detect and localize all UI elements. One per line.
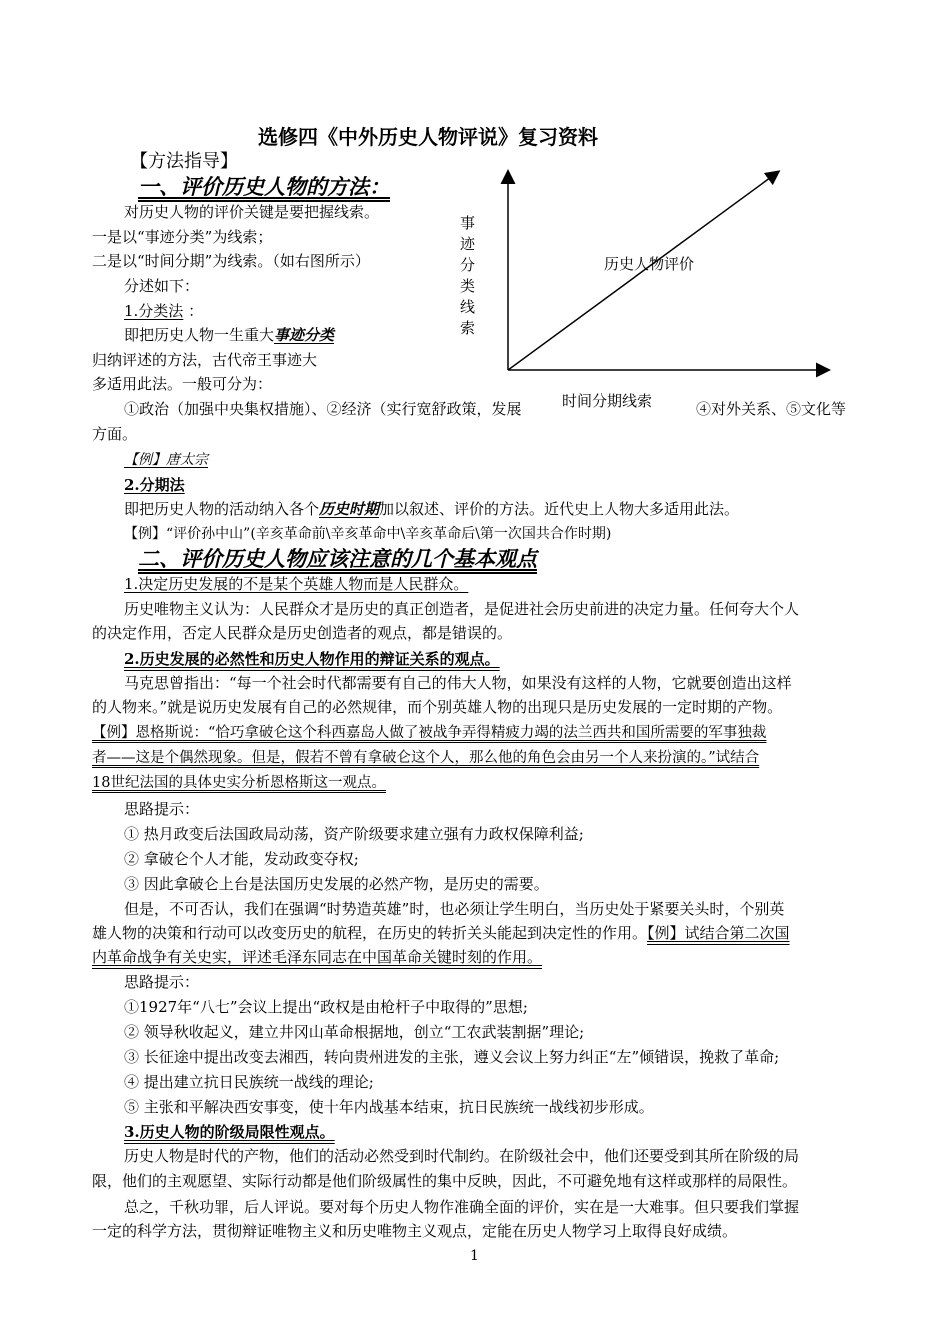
hint2-item: ④ 提出建立抗日民族统一战线的理论; (124, 1073, 374, 1091)
section1-line3: 分述如下： (124, 277, 200, 295)
point2-text-b: 的人物来。”就是说历史发展有自己的必然规律，而个别英雄人物的出现只是历史发展的一定时期的产物。 (92, 698, 783, 716)
method1-line-c: 多适用此法。一般可分为： (92, 375, 273, 393)
page-title: 选修四《中外历史人物评说》复习资料 (258, 125, 598, 149)
example-sun-zhongshan: 【例】“评价孙中山”(辛亥革命前\辛亥革命中\辛亥革命后\第一次国共合作时期) (124, 526, 612, 542)
example-engels-a: 【例】恩格斯说：“恰巧拿破仑这个科西嘉岛人做了被战争弄得精疲力竭的法兰西共和国所需要的军事独裁 (92, 725, 767, 741)
section2-heading: 二、评价历史人物应该注意的几个基本观点 (138, 547, 537, 571)
y-label-char: 事 (460, 214, 476, 232)
section1-line2: 二是以“时间分期”为线索。（如右图所示） (92, 252, 370, 270)
hint1-item: ① 热月政变后法国政局动荡，资产阶级要求建立强有力政权保障利益; (124, 825, 584, 843)
example-mao-a: 【例】试结合第二次国 (647, 924, 790, 942)
method-header: 【方法指导】 (130, 151, 238, 172)
hint1-label: 思路提示： (124, 800, 200, 818)
point2-title: 2.历史发展的必然性和历史人物作用的辩证关系的观点。 (124, 650, 500, 668)
point2b-text-b: 雄人物的决策和行动可以改变历史的航程，在历史的转折关头能起到决定性的作用。 (92, 924, 648, 942)
y-label-char: 索 (460, 319, 476, 337)
hint1-item: ② 拿破仑个人才能，发动政变夺权; (124, 850, 359, 868)
example-tang-taizong: 【例】唐太宗 (124, 452, 208, 468)
evaluation-diagram (450, 160, 850, 420)
method1-line-a (124, 324, 334, 345)
method1-colon: ： (188, 302, 204, 320)
point3-text-a: 历史人物是时代的产物，他们的活动必然受到时代制约。在阶级社会中，他们还要受到其所在阶级的局 (124, 1147, 800, 1165)
y-label-char: 迹 (460, 235, 476, 253)
point1-text-b: 的决定作用，否定人民群众是历史创造者的观点，都是错误的。 (92, 624, 513, 642)
point3-title: 3.历史人物的阶级局限性观点。 (124, 1123, 335, 1141)
example-engels-b: 者——这是个偶然现象。但是，假若不曾有拿破仑这个人，那么他的角色会由另一个人来扮演的。”试结合 (92, 750, 760, 766)
section1-intro: 对历史人物的评价关键是要把握线索。 (124, 203, 380, 221)
point1-text-a: 历史唯物主义认为：人民群众才是历史的真正创造者，是促进社会历史前进的决定力量。任何夸大个人 (124, 600, 800, 618)
hint2-item: ② 领导秋收起义，建立井冈山革命根据地，创立“工农武装割据”理论; (124, 1023, 585, 1041)
point2b-line-b (92, 922, 790, 943)
point2b-text-a: 但是，不可否认，我们在强调“时势造英雄”时，也必须让学生明白，当历史处于紧要关头时，个别英 (124, 900, 785, 918)
method2-title: 2.分期法 (124, 476, 185, 494)
conclusion-a: 总之，千秋功罪，后人评说。要对每个历史人物作准确全面的评价，实在是一大难事。但只要我们掌握 (124, 1198, 800, 1216)
y-label-char: 类 (460, 277, 476, 295)
diagram-center-label: 历史人物评价 (604, 255, 695, 273)
method1-title-row (124, 300, 203, 321)
hint1-item: ③ 因此拿破仑上台是法国历史发展的必然产物，是历史的需要。 (124, 875, 549, 893)
page-number: 1 (470, 1248, 479, 1264)
method2-line (124, 498, 739, 519)
method1-line-b: 归纳评述的方法，古代帝王事迹大 (92, 351, 318, 369)
method1-emphasis: 事迹分类 (274, 326, 335, 344)
method1-list-a: ①政治（加强中央集权措施）、②经济（实行宽舒政策，发展 (124, 400, 522, 418)
method1-title: 1.分类法 (124, 302, 184, 320)
point2-text-a: 马克思曾指出：“每一个社会时代都需要有自己的伟大人物，如果没有这样的人物，它就要创造出这样 (124, 674, 792, 692)
hint2-item: ③ 长征途中提出改变去湘西，转向贵州进发的主张，遵义会议上努力纠正“左”倾错误，挽救了革命; (124, 1048, 780, 1066)
hint2-label: 思路提示： (124, 973, 200, 991)
method1-list-b: ④对外关系、⑤文化等 (696, 400, 847, 418)
y-label-char: 分 (460, 256, 476, 274)
section1-heading: 一、评价历史人物的方法： (138, 175, 390, 199)
example-mao-b: 内革命战争有关史实，评述毛泽东同志在中国革命关键时刻的作用。 (92, 948, 543, 966)
hint2-item: ①1927年“八七”会议上提出“政权是由枪杆子中取得的”思想; (124, 998, 528, 1016)
method2-text-a: 即把历史人物的活动纳入各个 (124, 500, 320, 518)
point3-text-b: 限，他们的主观愿望、实际行动都是他们阶级属性的集中反映，因此，不可避免地有这样或那样的局限性。 (92, 1172, 798, 1190)
method2-text-b: 加以叙述、评价的方法。近代史上人物大多适用此法。 (379, 500, 740, 518)
diagram-x-label: 时间分期线索 (562, 392, 653, 410)
hint2-item: ⑤ 主张和平解决西安事变，使十年内战基本结束，抗日民族统一战线初步形成。 (124, 1098, 654, 1116)
method2-emphasis: 历史时期 (319, 500, 380, 518)
y-label-char: 线 (460, 298, 476, 316)
diagram-y-label (460, 213, 480, 339)
point1-title: 1.决定历史发展的不是某个英雄人物而是人民群众。 (124, 575, 469, 593)
conclusion-b: 一定的科学方法，贯彻辩证唯物主义和历史唯物主义观点，定能在历史人物学习上取得良好成绩。 (92, 1222, 738, 1240)
method1-text-a: 即把历史人物一生重大 (124, 326, 275, 344)
example-engels-c: 18世纪法国的具体史实分析恩格斯这一观点。 (92, 775, 386, 791)
method1-list-c: 方面。 (92, 425, 138, 443)
section1-line1: 一是以“事迹分类”为线索； (92, 228, 273, 246)
